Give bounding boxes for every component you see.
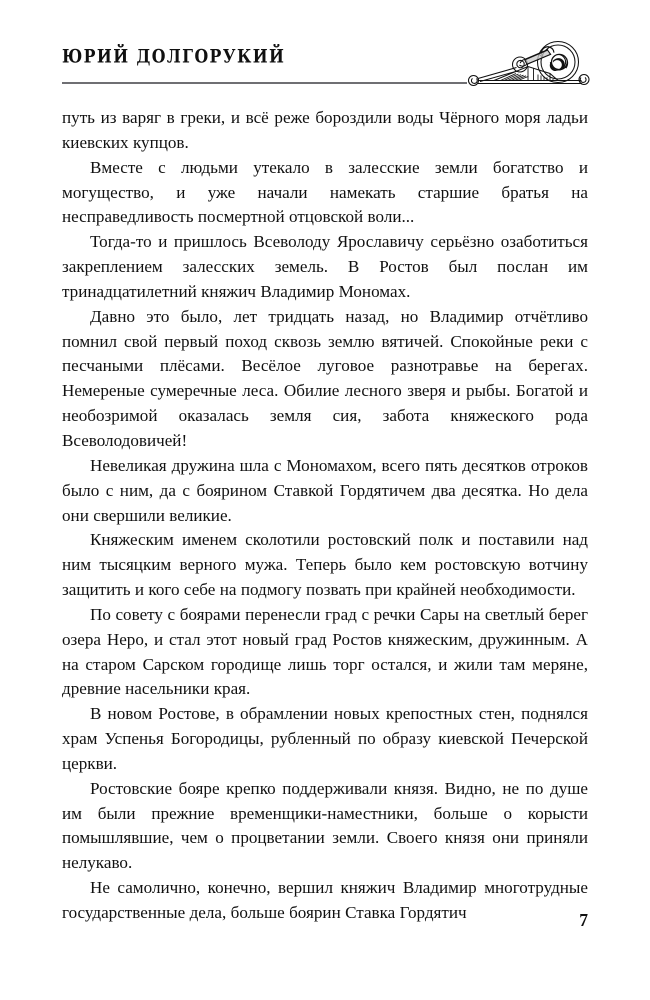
paragraph: Княжеским именем сколотили ростовский полк и поставили над ним тысяцким верного мужа. Теперь было кем ростовскую вотчину защитить и кого себе на подмогу позвать при крайней необходимости.	[62, 530, 588, 600]
running-head	[62, 42, 588, 92]
paragraph: Давно это было, лет тридцать назад, но Владимир отчётливо помнил свой первый поход сквозь землю вятичей. Спокойные реки с песчаными плёсами. Весёлое луговое разнотравье на берегах. Немереные сумеречные леса. Обилие лесного зверя и рыбы. Богатой и необозримой оказалась земля сия, забота княжеского рода Всеволодовичей!	[62, 306, 588, 450]
paragraph: Ростовские бояре крепко поддерживали князя. Видно, не по душе им были прежние временщики-наместники, больше о корысти помышлявшие, чем о процветании земли. Своего князя они приняли нелукаво.	[62, 778, 588, 873]
body-text-column	[62, 106, 588, 926]
paragraph: Невеликая дружина шла с Мономахом, всего пять десятков отроков было с ним, да с боярином Ставкой Гордятичем два десятка. Но дела они свершили великие.	[62, 455, 588, 525]
header-divider-rule	[62, 82, 467, 84]
paragraph: Не самолично, конечно, вершил княжич Владимир многотрудные государственные дела, больше боярин Ставка Гордятич	[62, 878, 588, 922]
page-number: 7	[579, 910, 588, 930]
ionic-volute-scroll-ornament-icon	[454, 40, 602, 88]
paragraph: путь из варяг в греки, и всё реже бороздили воды Чёрного моря ладьи киевских купцов.	[62, 108, 588, 152]
paragraph: Тогда-то и пришлось Всеволоду Ярославичу серьёзно озаботиться закреплением залесских земель. В Ростов был послан им тринадцатилетний княжич Владимир Мономах.	[62, 232, 588, 301]
paragraph: По совету с боярами перенесли град с речки Сары на светлый берег озера Неро, и стал этот новый град Ростов княжеским, дружинным. А на старом Сарском городище лишь торг остался, и жили там меряне, древние насельники края.	[62, 604, 588, 699]
paragraph: Вместе с людьми утекало в залесские земли богатство и могущество, и уже начали намекать старшие братья на несправедливость посмертной отцовской воли...	[62, 157, 588, 227]
paragraph: В новом Ростове, в обрамлении новых крепостных стен, поднялся храм Успенья Богородицы, рубленный по образу киевской Печерской церкви.	[62, 704, 588, 773]
page-title: ЮРИЙ ДОЛГОРУКИЙ	[62, 46, 286, 68]
